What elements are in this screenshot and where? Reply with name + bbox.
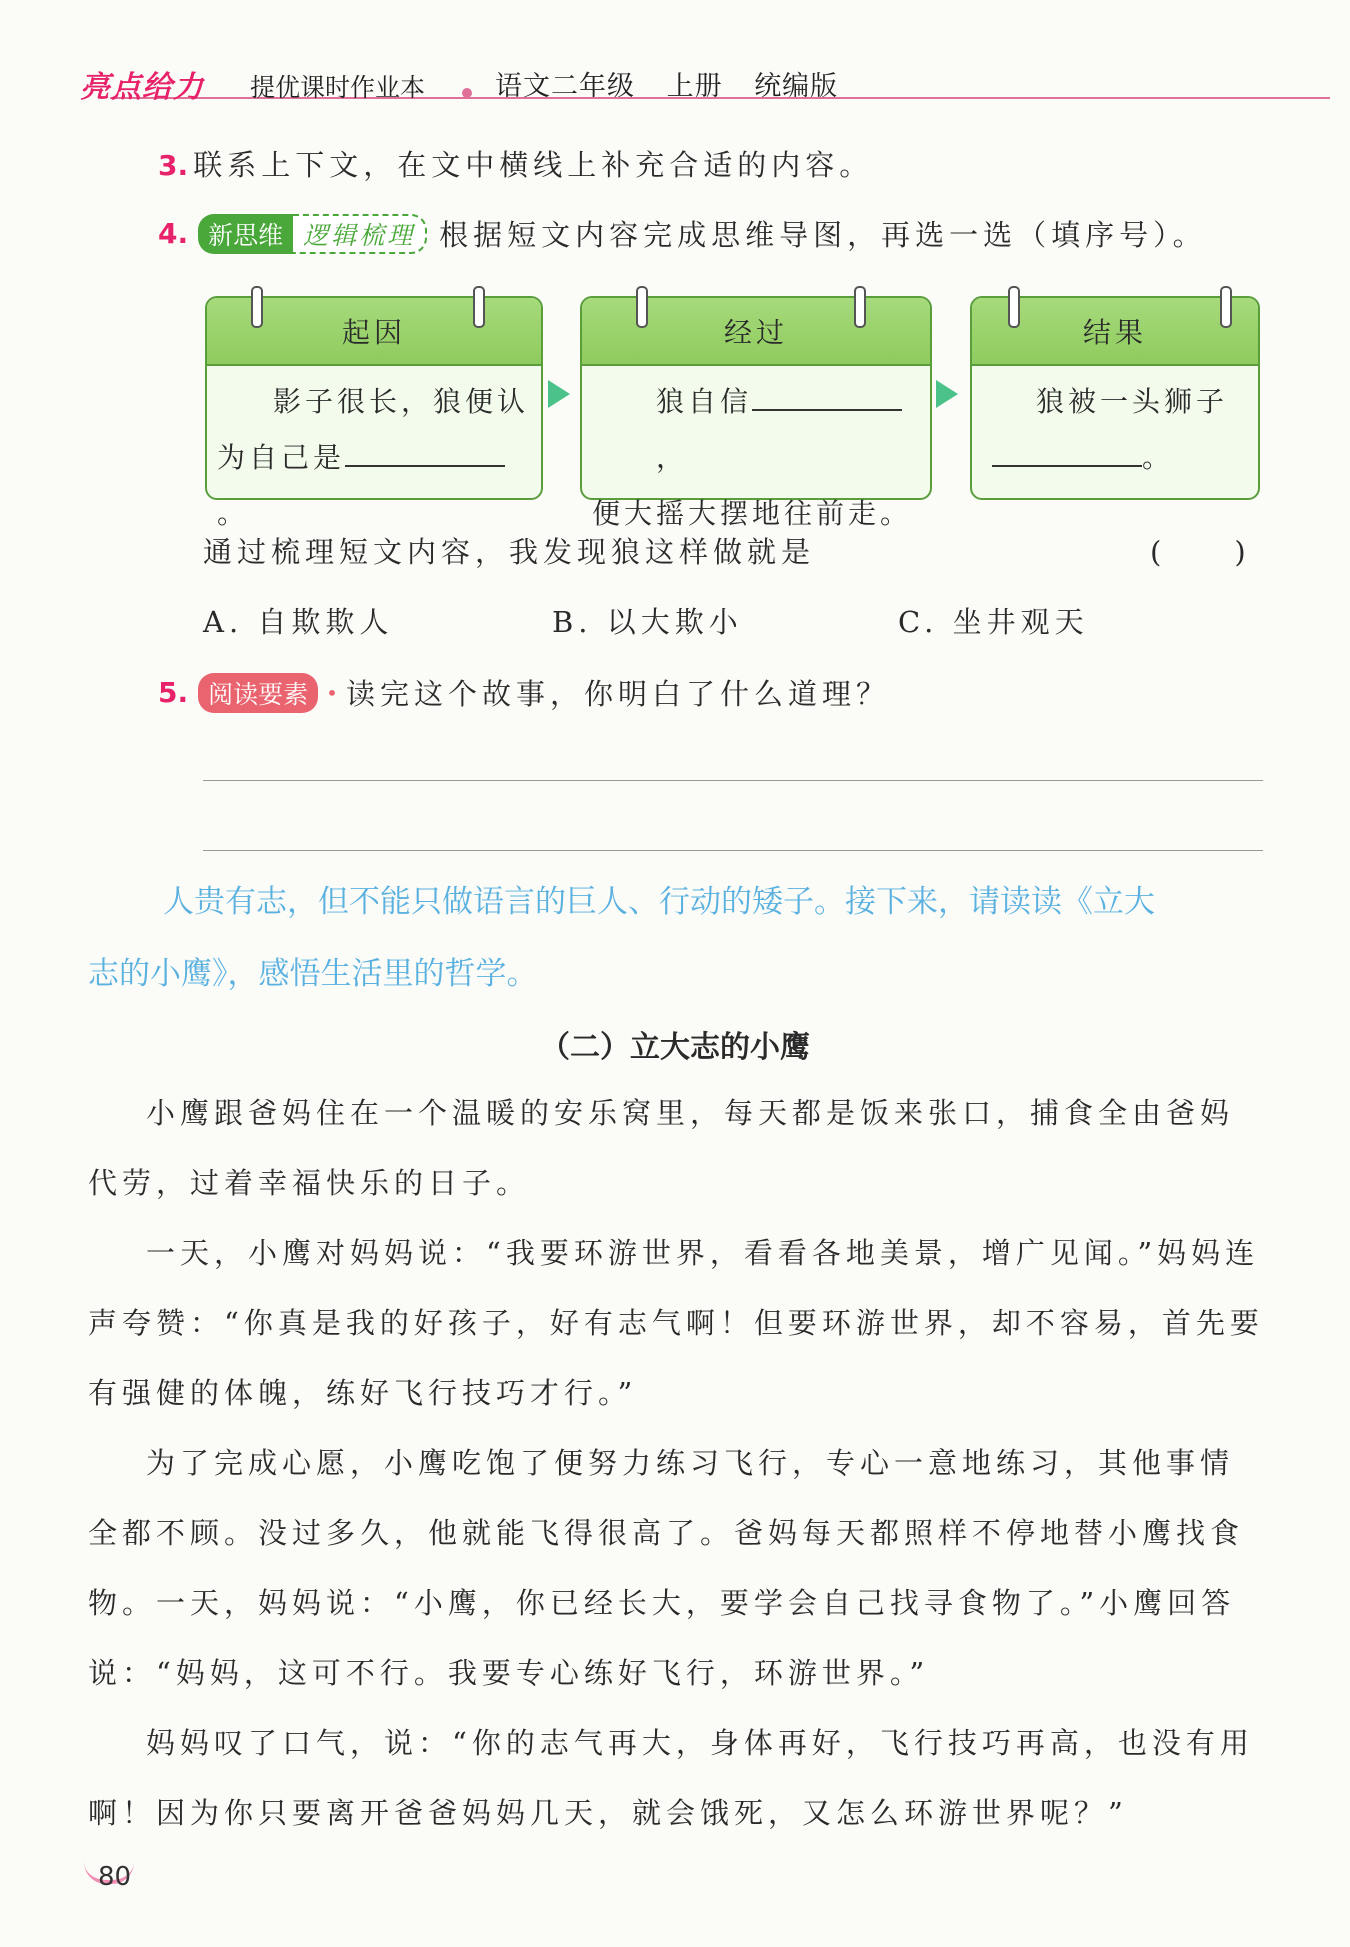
story-paragraph: 一天，小鹰对妈妈说：“我要环游世界，看看各地美景，增广见闻。”妈妈连声夸赞：“你真是我的好孩子，好有志气啊！但要环游世界，却不容易，首先要有强健的体魄，练好飞行技巧才行。” [88, 1236, 1264, 1410]
story-intro: 人贵有志，但不能只做语言的巨人、行动的矮子。接下来，请读读《立大 志的小鹰》，感悟生活里的哲学。 [88, 884, 1155, 992]
new-thinking-tag: 新思维 逻辑梳理 [198, 214, 427, 254]
brand-logo: 亮点给力 [80, 70, 204, 105]
card-title: 起因 [207, 298, 541, 366]
binder-ring-icon [1008, 286, 1020, 328]
card-title: 经过 [582, 298, 930, 366]
volume-label: 上册 [666, 71, 723, 102]
edition-label: 统编版 [754, 71, 839, 102]
story-paragraph: 妈妈叹了口气，说：“你的志气再大，身体再好，飞行技巧再高，也没有用啊！因为你只要离开爸爸妈妈几天，就会饿死，又怎么环游世界呢？” [88, 1726, 1254, 1830]
binder-ring-icon [854, 286, 866, 328]
binder-ring-icon [1220, 286, 1232, 328]
header-info [495, 64, 838, 103]
answer-blank[interactable] [345, 435, 505, 467]
reading-element-tag: 阅读要素 [198, 673, 318, 713]
arrow-right-icon [936, 380, 958, 408]
header-dot-icon [462, 88, 472, 98]
answer-line[interactable] [203, 850, 1263, 851]
mindmap-card-result [970, 296, 1260, 500]
card-body: 狼自信， 便大摇大摆地往前走。 [582, 366, 930, 550]
card-body: 狼被一头狮子 。 [972, 366, 1258, 494]
story-paragraph: 为了完成心愿，小鹰吃饱了便努力练习飞行，专心一意地练习，其他事情全都不顾。没过多久，他就能飞得很高了。爸妈每天都照样不停地替小鹰找食物。一天，妈妈说：“小鹰，你已经长大，要学会自己找寻食物了。”小鹰回答说：“妈妈，这可不行。我要专心练好飞行，环游世界。” [88, 1446, 1245, 1690]
story-paragraph: 小鹰跟爸妈住在一个温暖的安乐窝里，每天都是饭来张口，捕食全由爸妈代劳，过着幸福快乐的日子。 [88, 1096, 1235, 1200]
story-body [88, 1078, 1266, 1848]
arrow-right-icon [548, 380, 570, 408]
story-title: （二）立大志的小鹰 [540, 1030, 810, 1065]
grade-label: 语文二年级 [495, 71, 635, 102]
question-5 [158, 672, 890, 713]
binder-ring-icon [251, 286, 263, 328]
question-number: 3. [158, 149, 189, 182]
conclusion-text: 通过梳理短文内容，我发现狼这样做就是 [203, 535, 816, 569]
answer-blank[interactable] [992, 435, 1142, 467]
mindmap-card-cause [205, 296, 543, 530]
question-number: 4. [158, 217, 189, 250]
option-a[interactable]: A. 自欺欺人 [203, 605, 394, 639]
question-text: 读完这个故事，你明白了什么道理？ [345, 677, 890, 711]
card-body: 影子很长，狼便认 为自己是。 [217, 385, 530, 530]
question-text: 根据短文内容完成思维导图，再选一选（填序号）。 [439, 218, 1207, 252]
page-number: 80 [98, 1862, 132, 1892]
binder-ring-icon [473, 286, 485, 328]
answer-parentheses[interactable]: ( ) [1150, 535, 1251, 569]
answer-line[interactable] [203, 780, 1263, 781]
binder-ring-icon [636, 286, 648, 328]
book-subtitle: 提优课时作业本 [250, 73, 426, 102]
dot-icon: • [326, 680, 338, 705]
question-4 [158, 213, 1207, 254]
card-title: 结果 [972, 298, 1258, 366]
answer-blank[interactable] [752, 379, 902, 411]
question-3 [158, 143, 873, 184]
question-text: 联系上下文，在文中横线上补充合适的内容。 [193, 148, 874, 182]
mindmap-card-process [580, 296, 932, 530]
option-c[interactable]: C. 坐井观天 [898, 605, 1089, 639]
option-b[interactable]: B. 以大欺小 [552, 605, 743, 639]
question-number: 5. [158, 676, 189, 709]
